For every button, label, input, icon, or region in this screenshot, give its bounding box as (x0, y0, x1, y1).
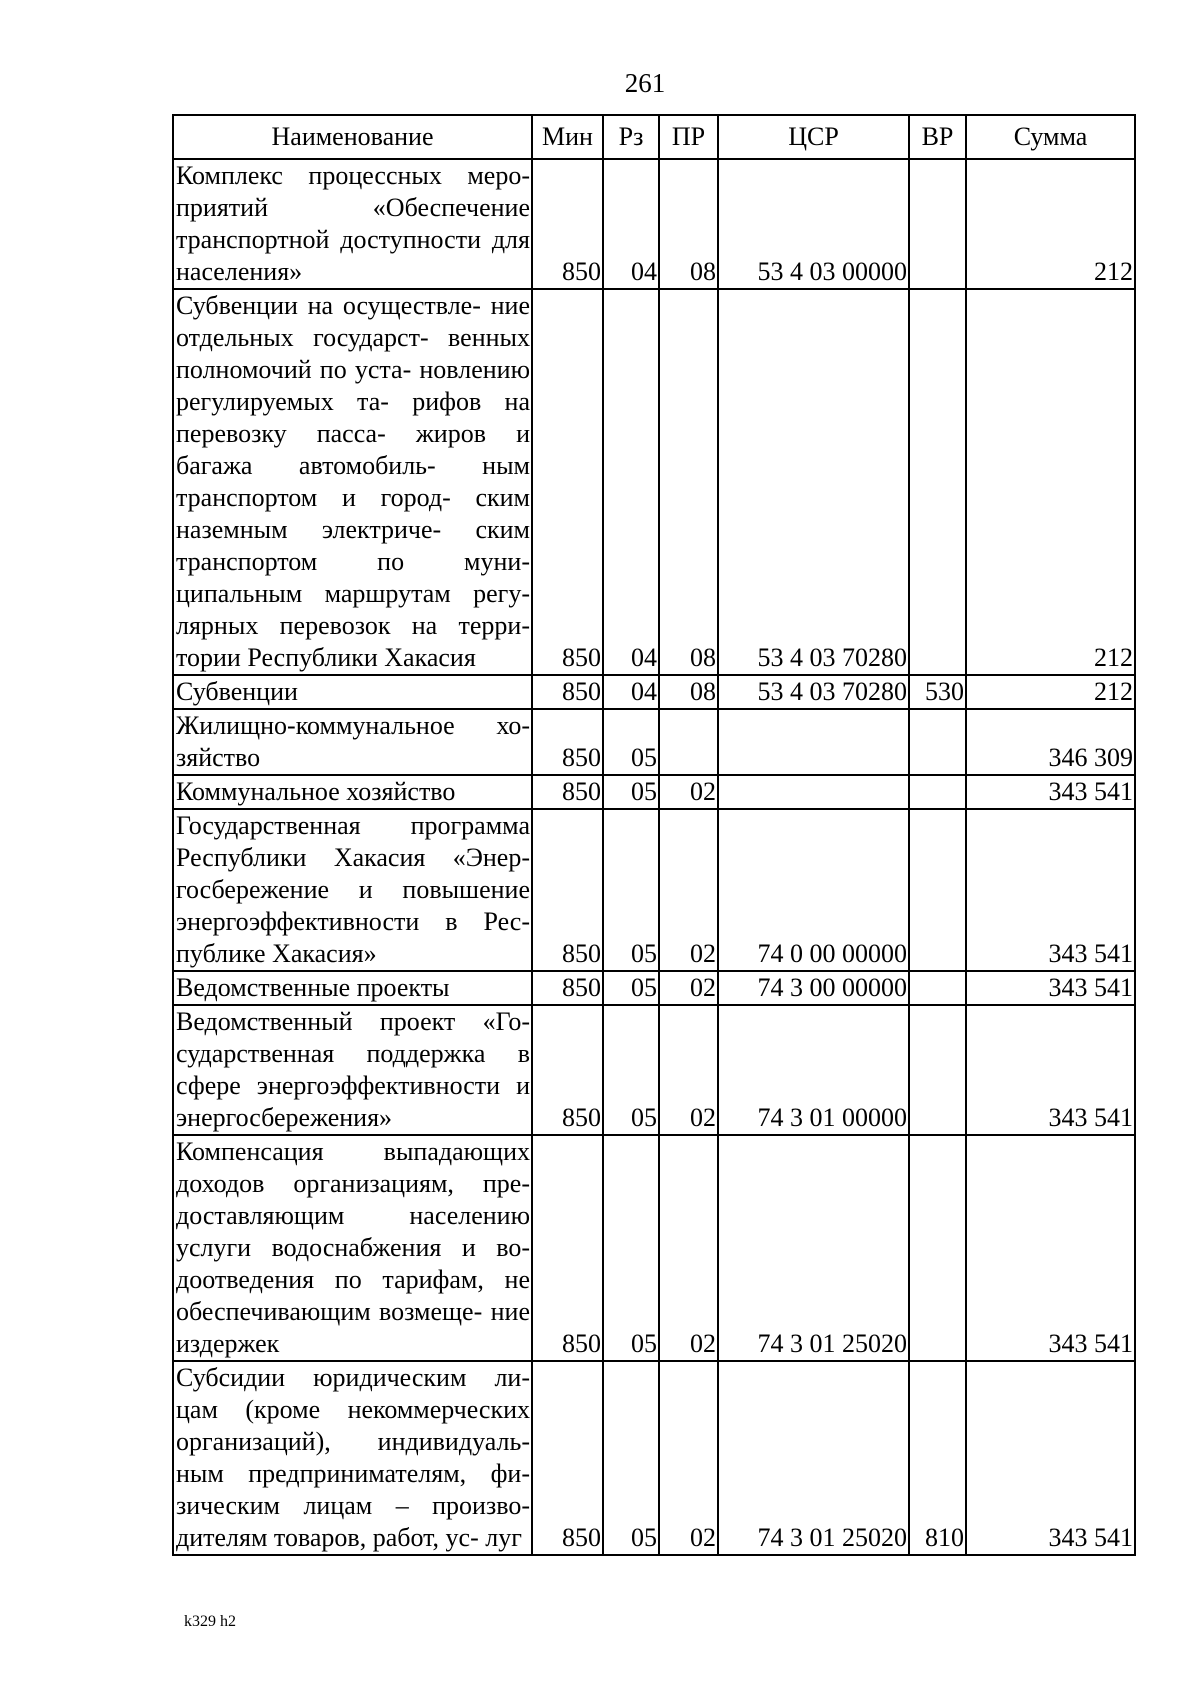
row-name (173, 709, 532, 775)
row-pr: 08 (659, 159, 718, 289)
row-min: 850 (532, 1361, 603, 1555)
header-min: Мин (532, 115, 603, 159)
row-sum: 212 (966, 289, 1135, 675)
row-csr: 74 0 00 00000 (718, 809, 909, 971)
row-name-line: ным предпринимателям, фи- (176, 1459, 530, 1488)
row-rz: 04 (603, 675, 659, 709)
row-name-line: услуги водоснабжения и во- (176, 1233, 530, 1262)
row-vr (909, 289, 966, 675)
row-min: 850 (532, 159, 603, 289)
row-name-line: жиров и багажа автомобиль- (176, 419, 530, 480)
row-name (173, 809, 532, 971)
table-row (173, 809, 1135, 971)
row-min: 850 (532, 809, 603, 971)
row-pr: 02 (659, 809, 718, 971)
row-name-line: доставляющим населению (176, 1201, 530, 1230)
row-csr (718, 709, 909, 775)
row-vr: 530 (909, 675, 966, 709)
row-sum: 343 541 (966, 1135, 1135, 1361)
row-name-line: доотведения по тарифам, не (176, 1265, 530, 1294)
row-vr (909, 159, 966, 289)
row-min: 850 (532, 675, 603, 709)
row-name-line: ципальным маршрутам регу- (176, 579, 530, 608)
row-sum: 212 (966, 159, 1135, 289)
row-name-line: ным транспортом и город- (176, 451, 530, 512)
row-min: 850 (532, 709, 603, 775)
row-name-line: Субвенции на осуществле- (176, 291, 481, 320)
row-rz: 05 (603, 1005, 659, 1135)
row-name-line: транспортной доступности (176, 225, 481, 254)
row-name-line: ние издержек (176, 1297, 530, 1358)
row-vr (909, 1135, 966, 1361)
row-name-line: сударственная поддержка в (176, 1039, 530, 1068)
row-name-line: публике Хакасия» (176, 939, 377, 968)
row-vr: 810 (909, 1361, 966, 1555)
row-name-line: луг (485, 1523, 522, 1552)
row-pr (659, 709, 718, 775)
row-vr (909, 775, 966, 809)
row-rz: 04 (603, 159, 659, 289)
row-sum: 346 309 (966, 709, 1135, 775)
row-pr: 08 (659, 289, 718, 675)
row-sum: 212 (966, 675, 1135, 709)
table-row (173, 709, 1135, 775)
row-csr: 74 3 01 25020 (718, 1361, 909, 1555)
row-name-line: Жилищно-коммунальное хо- (176, 711, 530, 740)
row-name-line: рифов на перевозку пасса- (176, 387, 530, 448)
row-name (173, 1135, 532, 1361)
row-min: 850 (532, 775, 603, 809)
row-name-line: госбережение и повышение (176, 875, 530, 904)
row-rz: 05 (603, 1135, 659, 1361)
row-name-line: Субвенции (176, 677, 298, 706)
table-row (173, 675, 1135, 709)
row-rz: 05 (603, 809, 659, 971)
row-name-line: доходов организациям, пре- (176, 1169, 530, 1198)
footer-code: k329 h2 (184, 1613, 236, 1630)
row-sum: 343 541 (966, 809, 1135, 971)
row-pr: 02 (659, 1005, 718, 1135)
header-vr: ВР (909, 115, 966, 159)
row-rz: 05 (603, 1361, 659, 1555)
row-name (173, 775, 532, 809)
row-name-line: лярных перевозок на терри- (176, 611, 530, 640)
row-name-line: Ведомственные проекты (176, 973, 450, 1002)
row-csr: 74 3 00 00000 (718, 971, 909, 1005)
row-name (173, 675, 532, 709)
row-name-line: сфере энергоэффективности (176, 1071, 501, 1100)
table-row (173, 775, 1135, 809)
header-sum: Сумма (966, 115, 1135, 159)
row-rz: 05 (603, 971, 659, 1005)
row-name-line: зическим лицам – произво- (176, 1491, 530, 1520)
row-pr: 08 (659, 675, 718, 709)
row-pr: 02 (659, 971, 718, 1005)
row-name-line: обеспечивающим возмеще- (176, 1297, 483, 1326)
header-pr: ПР (659, 115, 718, 159)
row-vr (909, 971, 966, 1005)
table-body (173, 159, 1135, 1555)
row-name-line: Коммунальное хозяйство (176, 777, 456, 806)
row-name-line: Республики Хакасия «Энер- (176, 843, 530, 872)
row-name-line: зяйство (176, 743, 261, 772)
row-csr: 74 3 01 25020 (718, 1135, 909, 1361)
header-name: Наименование (173, 115, 532, 159)
header-csr: ЦСР (718, 115, 909, 159)
row-rz: 04 (603, 289, 659, 675)
row-name (173, 289, 532, 675)
row-name-line: дителям товаров, работ, ус- (176, 1523, 479, 1552)
row-csr: 53 4 03 70280 (718, 675, 909, 709)
row-name (173, 971, 532, 1005)
row-csr: 74 3 01 00000 (718, 1005, 909, 1135)
row-csr (718, 775, 909, 809)
row-name-line: ским транспортом по муни- (176, 515, 530, 576)
row-vr (909, 809, 966, 971)
row-name-line: Субсидии юридическим ли- (176, 1363, 530, 1392)
table-row (173, 971, 1135, 1005)
row-name-line: Ведомственный проект «Го- (176, 1007, 530, 1036)
row-name-line: энергоэффективности в Рес- (176, 907, 530, 936)
row-name-line: ние отдельных государст- (176, 291, 530, 352)
row-pr: 02 (659, 1135, 718, 1361)
header-rz: Рз (603, 115, 659, 159)
row-name-line: цам (кроме некоммерческих (176, 1395, 530, 1424)
row-min: 850 (532, 1135, 603, 1361)
row-name-line: ским наземным электриче- (176, 483, 530, 544)
row-sum: 343 541 (966, 775, 1135, 809)
row-pr: 02 (659, 1361, 718, 1555)
row-name (173, 1005, 532, 1135)
row-name-line: новлению регулируемых та- (176, 355, 531, 416)
row-csr: 53 4 03 70280 (718, 289, 909, 675)
row-name (173, 1361, 532, 1555)
row-min: 850 (532, 971, 603, 1005)
row-name-line: венных полномочий по уста- (176, 323, 530, 384)
row-pr: 02 (659, 775, 718, 809)
row-rz: 05 (603, 709, 659, 775)
row-sum: 343 541 (966, 971, 1135, 1005)
row-sum: 343 541 (966, 1005, 1135, 1135)
row-name-line: Компенсация выпадающих (176, 1137, 530, 1166)
row-vr (909, 709, 966, 775)
row-min: 850 (532, 289, 603, 675)
table-row (173, 1005, 1135, 1135)
row-sum: 343 541 (966, 1361, 1135, 1555)
row-rz: 05 (603, 775, 659, 809)
table-row (173, 159, 1135, 289)
row-name-line: и энергосбережения» (176, 1071, 530, 1132)
row-min: 850 (532, 1005, 603, 1135)
budget-table (172, 114, 1136, 1556)
row-name-line: тории Республики Хакасия (176, 643, 476, 672)
table-row (173, 1361, 1135, 1555)
table-row (173, 289, 1135, 675)
row-csr: 53 4 03 00000 (718, 159, 909, 289)
row-name-line: Комплекс процессных меро- (176, 161, 530, 190)
row-name-line: приятий «Обеспечение (176, 193, 530, 222)
table-row (173, 1135, 1135, 1361)
row-name-line: для населения» (176, 225, 530, 286)
row-name-line: Государственная программа (176, 811, 530, 840)
row-name (173, 159, 532, 289)
table-header-row (173, 115, 1135, 159)
row-vr (909, 1005, 966, 1135)
row-name-line: организаций), индивидуаль- (176, 1427, 530, 1456)
page-number: 261 (624, 68, 666, 98)
